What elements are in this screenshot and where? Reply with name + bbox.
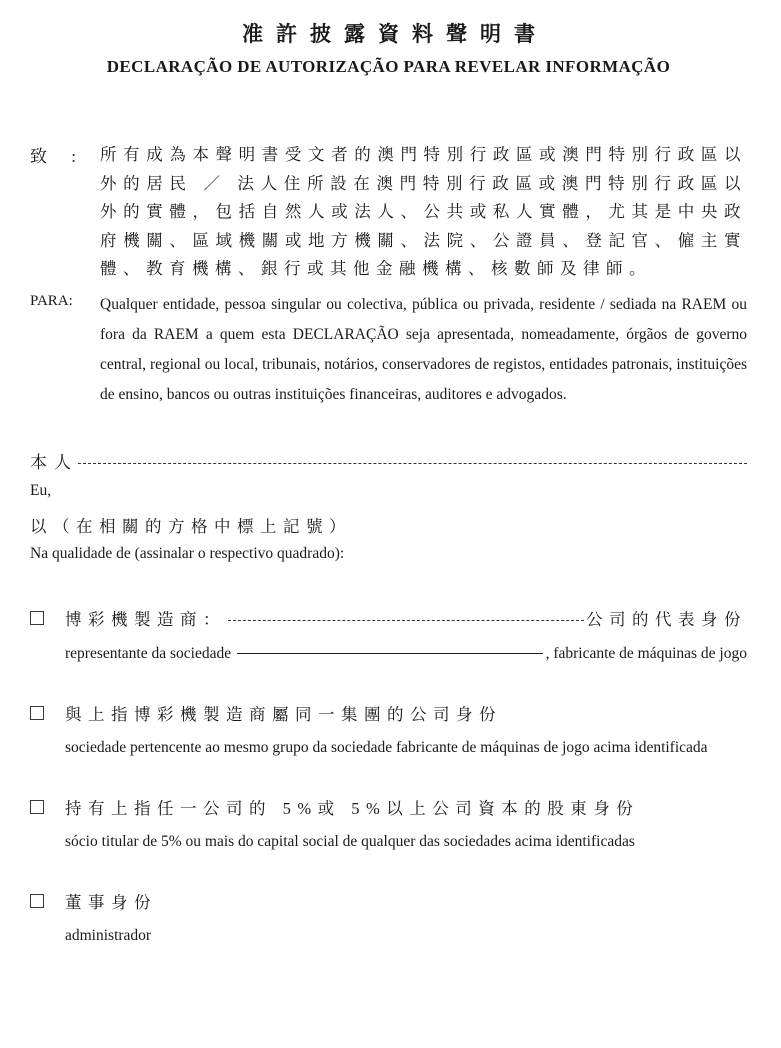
option-pt-prefix: representante da sociedade xyxy=(65,644,232,662)
option-line-pt: administrador xyxy=(65,926,152,944)
option-same-group-company xyxy=(30,702,747,762)
option-line-zh xyxy=(65,607,747,633)
option-line-pt: sociedade pertencente ao mesmo grupo da sociedade fabricante de máquinas de jogo acima identificada xyxy=(65,738,708,756)
option-body xyxy=(65,796,747,856)
option-line-zh: 與上指博彩機製造商屬同一集團的公司身份 xyxy=(65,704,502,724)
declarant-name-line xyxy=(30,448,747,473)
option-administrator xyxy=(30,890,747,950)
option-line-zh: 持有上指任一公司的 5%或 5%以上公司資本的股東身份 xyxy=(65,798,640,818)
capacity-instruction-zh: 以（在相關的方格中標上記號） xyxy=(30,516,352,536)
option-body xyxy=(65,607,747,668)
addressee-label-zh: 致 : xyxy=(30,147,86,166)
option-body xyxy=(65,702,747,762)
option-body xyxy=(65,890,747,950)
option-line-zh: 董事身份 xyxy=(65,892,157,912)
capacity-options xyxy=(30,607,747,950)
document-title-pt: DECLARAÇÃO DE AUTORIZAÇÃO PARA REVELAR INFORMAÇÃO xyxy=(106,57,671,76)
addressee-section xyxy=(30,141,747,410)
checkbox-shareholder-5-percent[interactable] xyxy=(30,800,44,814)
addressee-body-pt: Qualquer entidade, pessoa singular ou colectiva, pública ou privada, residente / sediada na RAEM ou fora da RAEM a quem esta DECLARAÇÃO seja apresentada, nomeadamente, órgãos de governo central, regional ou local, tribunais, notários, conservadores de registos, entidades patronais, instituições de ensino, bancos ou outras instituições financeiras, auditores e advogados. xyxy=(100,295,747,403)
checkbox-manufacturer-representative[interactable] xyxy=(30,611,44,625)
option-line-pt xyxy=(65,640,747,668)
addressee-label-pt: PARA: xyxy=(30,292,73,309)
checkbox-administrator[interactable] xyxy=(30,894,44,908)
option-zh-suffix: 公司的代表身份 xyxy=(586,609,747,629)
declarant-name-label-zh: 本人 xyxy=(30,452,78,472)
option-manufacturer-representative xyxy=(30,607,747,668)
option-shareholder-5-percent xyxy=(30,796,747,856)
option-pt-suffix: , fabricante de máquinas de jogo xyxy=(545,644,747,662)
document-title-zh: 准許披露資料聲明書 xyxy=(242,22,548,46)
addressee-body-zh: 所有成為本聲明書受文者的澳門特別行政區或澳門特別行政區以外的居民 ／ 法人住所設在澳門特別行政區或澳門特別行政區以外的實體，包括自然人或法人、公共或私人實體，尤其是中央政府機關、區域機關或地方機關、法院、公證員、登記官、僱主實體、教育機構、銀行或其他金融機構、核數師及律師。 xyxy=(100,145,747,278)
declarant-name-label-pt: Eu, xyxy=(30,481,52,499)
option-line-pt: sócio titular de 5% ou mais do capital social de qualquer das sociedades acima identificadas xyxy=(65,832,635,850)
capacity-instruction-pt: Na qualidade de (assinalar o respectivo quadrado): xyxy=(30,544,345,562)
option-zh-prefix: 博彩機製造商： xyxy=(65,609,226,629)
declarant-section xyxy=(30,448,747,563)
checkbox-same-group-company[interactable] xyxy=(30,706,44,720)
